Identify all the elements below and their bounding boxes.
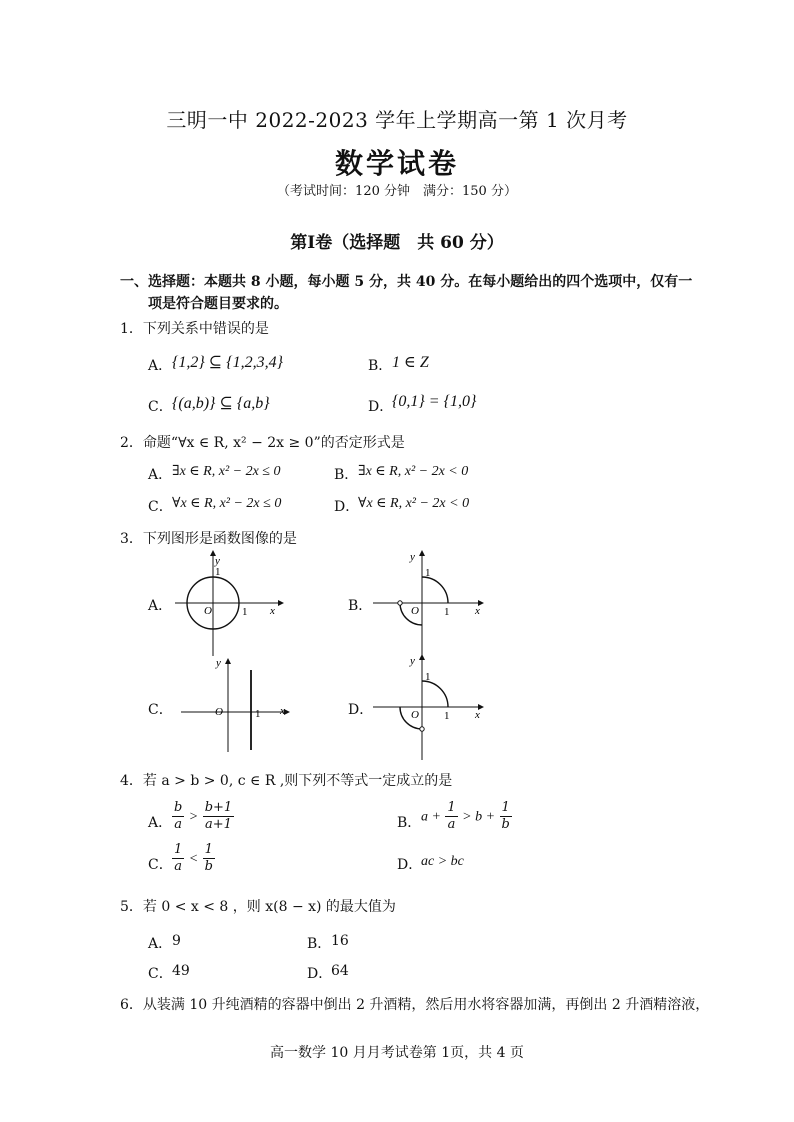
q1-option-c: {(a,b)} ⊆ {a,b} [172,395,270,412]
tick-1-x: 1 [444,710,450,722]
q3-option-c-label: C． [148,702,173,718]
q3-graph-c [176,652,291,757]
tick-1-x: 1 [255,708,261,720]
q4-option-b-label: B． [397,815,422,831]
tick-1-y: 1 [215,566,221,578]
page-title: 数学试卷 [334,147,459,180]
question-1-stem: 1．下列关系中错误的是 [120,321,269,337]
question-2-stem: 2．命题“∀x ∈ R, x² − 2x ≥ 0”的否定形式是 [120,435,405,451]
q4-option-c: $\frac{1}{a}$ < $\frac{1}{b}$ [174,842,213,874]
question-4-stem: 4．若 a > b > 0, c ∈ R ,则下列不等式一定成立的是 [120,773,453,789]
axis-y-label: y [215,555,220,567]
origin-label: O [411,605,419,617]
q1-option-d: {0,1} = {1,0} [392,393,477,410]
q5-option-b: 16 [331,933,349,949]
axis-x-label: x [270,605,275,617]
origin-label: O [204,605,212,617]
q2-option-b-label: B． [334,467,359,483]
exam-info: （考试时间：120 分钟 满分：150 分） [277,184,517,199]
question-3-stem: 3．下列图形是函数图像的是 [120,531,297,547]
q3-graph-a [170,548,285,658]
q2-option-d: ∀x ∈ R, x² − 2x < 0 [358,496,470,511]
fraction: $\frac{b+1}{a+1}$ [204,800,233,832]
q4-option-c-label: C． [148,857,173,873]
q1-option-a-label: A． [148,358,173,374]
tick-1-y: 1 [425,567,431,579]
q4-option-d-label: D． [397,857,423,873]
fraction: $\frac{1}{a}$ [174,842,183,874]
fraction: $\frac{1}{b}$ [204,842,213,874]
q5-option-c: 49 [172,963,190,979]
q2-option-a: ∃x ∈ R, x² − 2x ≤ 0 [172,464,281,479]
fraction: $\frac{1}{a}$ [447,800,456,832]
q2-option-d-label: D． [334,499,360,515]
q1-option-a: {1,2} ⊆ {1,2,3,4} [172,354,283,371]
q2-option-c: ∀x ∈ R, x² − 2x ≤ 0 [172,496,282,511]
tick-1-x: 1 [444,606,450,618]
tick-1-y: 1 [425,671,431,683]
q1-option-c-label: C． [148,399,173,415]
q3-option-d-label: D． [348,702,374,718]
fraction: $\frac{b}{a}$ [174,800,183,832]
exam-header-line: 三明一中 2022-2023 学年上学期高一第 1 次月考 [166,108,628,132]
part-title: 第Ⅰ卷（选择题 共 60 分） [290,233,504,253]
q1-option-b-label: B． [368,358,393,374]
axis-y-label: y [410,551,415,563]
tick-1-x: 1 [242,606,248,618]
q1-option-d-label: D． [368,399,394,415]
q3-option-b-label: B． [348,598,373,614]
origin-label: O [215,706,223,718]
q5-option-a-label: A． [148,936,173,952]
q4-option-d: ac > bc [421,854,464,869]
q4-option-a-label: A． [148,815,173,831]
question-5-stem: 5．若 0 < x < 8 ，则 x(8 − x) 的最大值为 [120,899,396,915]
q3-graph-b [370,546,485,658]
q4-option-b: a + $\frac{1}{a}$ > b + $\frac{1}{b}$ [421,800,510,832]
section-instructions-line1: 一、选择题：本题共 8 小题，每小题 5 分，共 40 分。在每小题给出的四个选项中，仅有一 [120,274,693,290]
axis-x-label: x [475,709,480,721]
axis-y-label: y [216,657,221,669]
fraction: $\frac{1}{b}$ [501,800,510,832]
q5-option-a: 9 [172,933,181,949]
q5-option-d-label: D． [307,966,333,982]
question-6-stem: 6．从装满 10 升纯酒精的容器中倒出 2 升酒精，然后用水将容器加满，再倒出 2 升酒精溶液， [120,997,710,1013]
q2-option-c-label: C． [148,499,173,515]
q1-option-b: 1 ∈ Z [392,354,429,371]
axis-x-label: x [475,605,480,617]
q4-option-a: $\frac{b}{a}$ > $\frac{b+1}{a+1}$ [174,800,233,832]
q5-option-c-label: C． [148,966,173,982]
section-instructions-line2: 项是符合题目要求的。 [148,296,288,312]
origin-label: O [411,709,419,721]
axis-y-label: y [410,655,415,667]
q3-graph-d [370,650,485,762]
q5-option-d: 64 [331,963,349,979]
q2-option-a-label: A． [148,467,173,483]
page-footer: 高一数学 10 月月考试卷第 1页，共 4 页 [270,1045,524,1061]
axis-x-label: x [280,705,285,717]
q3-option-a-label: A． [148,598,173,614]
q5-option-b-label: B． [307,936,332,952]
q2-option-b: ∃x ∈ R, x² − 2x < 0 [358,464,469,479]
